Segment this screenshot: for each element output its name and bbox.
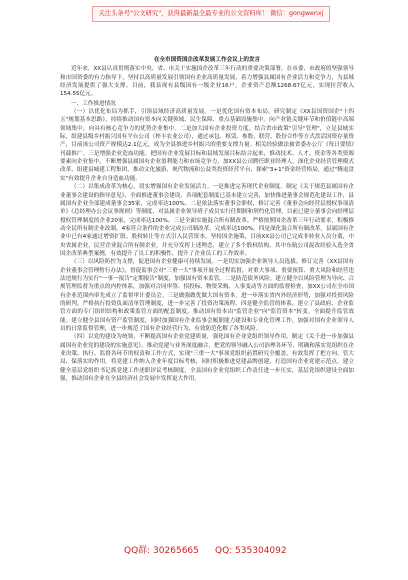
document-title: 在全市国资国企改革发展工作会议上的发言 [153, 57, 261, 63]
footer-contact [0, 545, 408, 557]
body-paragraph-2: （二）以集成改革为核心，切实增强国有企业发展活力。一是推进完善现代企业制度。制定《关于规范县属国有企业董事会建设的指导意见》，全面推进董事会建设，各项配套制度已基本建立完善，加快推进董事会规范化建设工作，县属国有企业全部建成董事会35家，完成率达100%。二是依法落实董事会职权，修订完善《董事会向经营层授权事项清单》《总经理办公会议事规则》等制度，对县属企业领导班子成员实行任期制和契约化管理，目前已建立董事会向经理层授权管理制度的企业20家，完成率达100%。三是全面实施混合所有制改革。严格按照国企改革三年行动要求，积极推动全民所有制企业改制，4家符合条件的企业完成公司制改革，完成率达100%。四是深化混合所有制改革，县属国有企业中已有4家通过增资扩股、股权转让等方式引入民营资本，坚持因企施策，目前XX县公司已完成非转业人员分离，中央省属企业，民营企业混合所有制企业，并充分发挥上述理念，建立了多个股权结构，其中东航公司混改经验入选全省国企改革典型案例，有效提升了员工的积极性，提升了企业员工的工作效率。 [60, 184, 354, 257]
body-paragraph-4: （四）以党的建设为统领，不断提高国有企业党建质量，强化国有企业党组织领导作用。制定《关于进一步加强县属国有企业党的建设的实施意见》，推动党建与业务深度融合，把党的领导融入公司治理各环节，明确和落实党组织在企业决策、执行、监督各环节的权责和工作方式，实现"三重一大"事项党组织前置研究全覆盖，有效发挥了把方向、管大局、保落实的作用。将党建工作纳入企业年度目标考核，同时积极推进党建品牌创建，打造国有企业党建示范点，建立健全基层党组织书记抓党建工作述职评议考核制度，全县国有企业党组织工作责任进一步压实，基层党组织建设全面加强，推动国有企业在全县经济社会发展中发挥更大作用。 [60, 334, 354, 383]
document-body [60, 56, 354, 383]
intro-paragraph: 近年来，XX县认真贯彻落实中央、省、市关于实施国企改革三年行动的重要决策部署，在市委、市政府的坚强领导和市国资委的有力指导下，坚持以高质量发展引领国有企业高质量发展，着力增强县属国有企业活力和竞争力，为县域经济发展提供了强大支撑。目前，我县现有县级国有一级企业16户，企业资产总额1268.67亿元，实现拉营收入154.55亿元。 [60, 66, 354, 98]
footer-qq-number: QQ: 535304092 [215, 546, 287, 556]
body-paragraph-3: （三）以风险防控为支撑，促进国有企业健康可持续发展。一是切实加强企业领导人员选拔。修订完善《XX县国有企业董事会管理暂行办法》，督促监事会对"三重一大"事项开展全过程监督，对重大事项、重要预算、重大风险和经营违法违规行为实行"一事一报告"定期报告"制度，加强国有资本监管。二是防范债务风险。建立健全以风险管理为导向、合规管理监督为重点的内控体系，加强对合同审签、招投标、物资采购、人事变动等方面的监督检查，加XX公司在全市国有企业范围内率先成立了监督审计委员会。三是做强做优做大国有资本，进一步落实省内外经济形势，加强对投资风险的研判，严格执行投资负面清单管理制度，进一步完善了投资决策流程。四是健全监管的体系，建立了县政府、企业监管方面的专门组织结构和政策监管方面的配套制度，推动国有资本由"监管企业"向"监管资本"转变，全面提升监管效能。建立健全县国有资产监管制度，同时加强国有企业监事会履职能力建设和专业化管理工作，加强对国有企业领导人员的日常监督管理，进一步规范了国有企业经营行为，有效防范化解了各类风险。 [60, 259, 354, 332]
footer-qq-group: QQ群: 30265665 [124, 546, 199, 556]
promo-banner[interactable]: 关注头条号"公文研究"，获得最新最全最专业的公文资料库！ 微信：gongwenxj [92, 6, 330, 22]
section-heading: 一、工作推进情况 [71, 100, 116, 107]
body-paragraph-1: （一）以优化布局为抓手，引领县域经济高质量发展。一是优化国有资本布局。研究制定《XX县国资国企"十四五"规划基本思路》，持续推动国有资本向关键领域、民生保障、重点基础设施集中。向产业链关键环节和价值链中高端领域集中，向具有核心竞争力的优势企业集中。二是加大国有企业投资力度。结合省市政策"引导"管理"，立足县域实际，组建县级乡村振兴国有平台公司（梓丰农业公司），通过承包、租赁、参股、联营、股份合作等方式盘活国资存量资产，目前该公司资产规模达2.1亿元，成为全县推进乡村振兴的重要支撑力量。相关经验做法被省委办公厅《每日要情》刊载推广。三是增强企业造血功能。把国有企业发展目标和县域发展目标结合起来，推动技术、人才、资金等各类资源要素向企业集中，不断增强县属国有企业盈利能力和市场竞争力，加XX县公司聘任职业经理人，深化企业经营管理模式改革，组建县城建工程集团，推动文化旅游、现代物流和公益类投资经营平台，探索"3+1"资金经营格局，通过"腾退盘实"有效提升企业自身造血功能。 [60, 109, 354, 182]
